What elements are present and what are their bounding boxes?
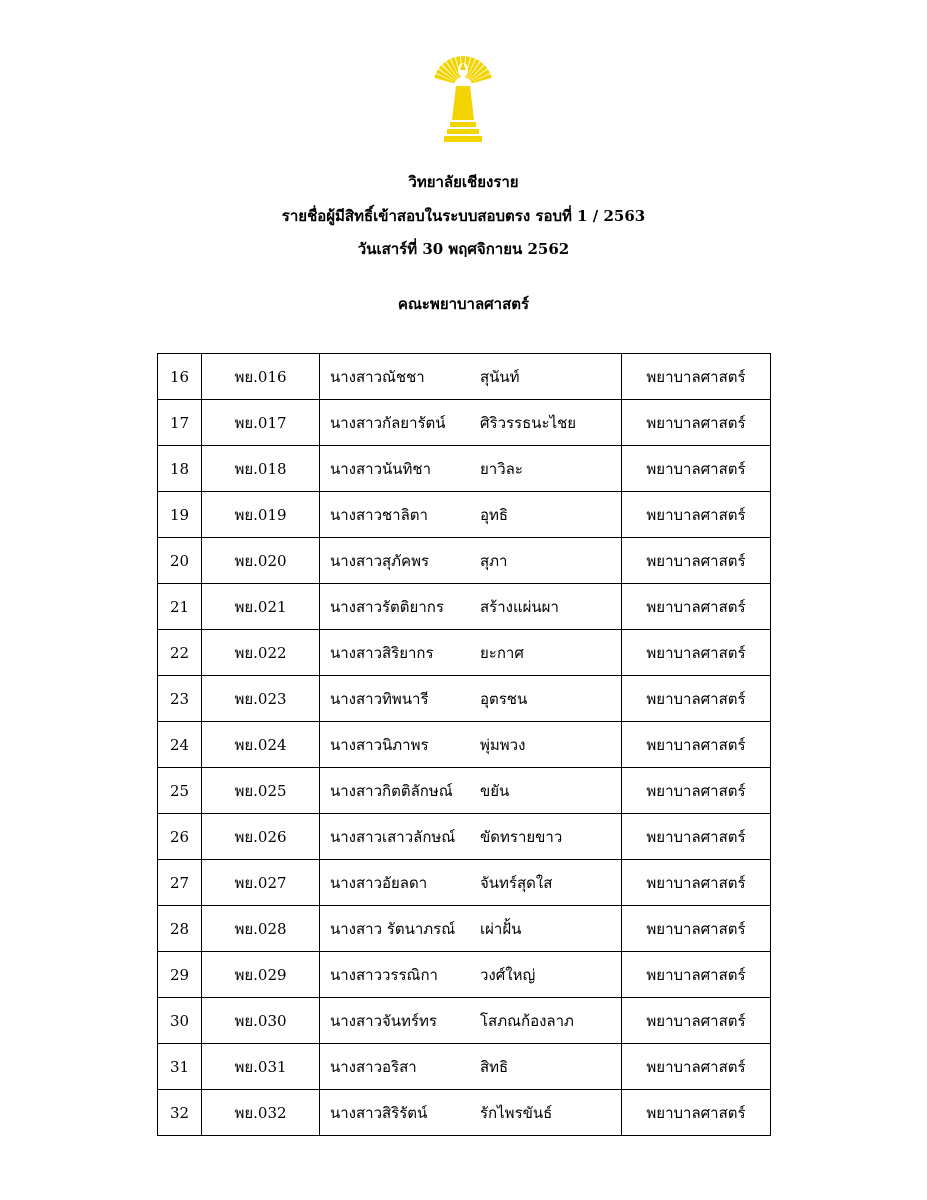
table-row — [158, 538, 771, 584]
applicant-name — [320, 998, 622, 1044]
table-row — [158, 630, 771, 676]
applicant-first-name: นางสาวกัลยารัตน์ — [330, 413, 446, 432]
table-row — [158, 860, 771, 906]
row-number: 24 — [158, 722, 202, 768]
applicant-name — [320, 1090, 622, 1136]
row-number: 29 — [158, 952, 202, 998]
row-number: 25 — [158, 768, 202, 814]
applicant-first-name: นางสาววรรณิกา — [330, 965, 438, 984]
applicant-last-name: สร้างแผ่นผา — [480, 597, 559, 616]
applicant-faculty: พยาบาลศาสตร์ — [622, 998, 771, 1044]
exam-date: วันเสาร์ที่ 30 พฤศจิกายน 2562 — [357, 240, 570, 258]
applicant-code: พย.028 — [202, 906, 320, 952]
applicant-first-name: นางสาวชาลิตา — [330, 505, 428, 524]
applicant-last-name: วงศ์ใหญ่ — [480, 965, 536, 984]
row-number: 19 — [158, 492, 202, 538]
applicant-last-name: สุนันท์ — [480, 367, 520, 386]
applicant-last-name: รักไพรขันธ์ — [480, 1103, 553, 1122]
applicant-name — [320, 446, 622, 492]
applicant-faculty: พยาบาลศาสตร์ — [622, 906, 771, 952]
applicant-code: พย.025 — [202, 768, 320, 814]
applicant-faculty: พยาบาลศาสตร์ — [622, 722, 771, 768]
table-row — [158, 1090, 771, 1136]
document-subtitle: รายชื่อผู้มีสิทธิ์เข้าสอบในระบบสอบตรง รอบที่ 1 / 2563 — [281, 207, 646, 225]
applicant-first-name: นางสาวสิริยากร — [330, 643, 434, 662]
applicant-code: พย.016 — [202, 354, 320, 400]
applicant-code: พย.017 — [202, 400, 320, 446]
applicant-first-name: นางสาวสิริรัตน์ — [330, 1103, 428, 1122]
applicant-code: พย.023 — [202, 676, 320, 722]
applicant-name — [320, 860, 622, 906]
applicant-last-name: จันทร์สุดใส — [480, 873, 553, 892]
applicant-code: พย.031 — [202, 1044, 320, 1090]
table-row — [158, 998, 771, 1044]
applicant-last-name: สิทธิ — [480, 1057, 509, 1076]
table-row — [158, 584, 771, 630]
applicant-name — [320, 354, 622, 400]
applicant-name — [320, 814, 622, 860]
applicant-faculty: พยาบาลศาสตร์ — [622, 538, 771, 584]
row-number: 30 — [158, 998, 202, 1044]
applicant-faculty: พยาบาลศาสตร์ — [622, 1090, 771, 1136]
applicant-faculty: พยาบาลศาสตร์ — [622, 1044, 771, 1090]
applicant-faculty: พยาบาลศาสตร์ — [622, 446, 771, 492]
applicant-code: พย.029 — [202, 952, 320, 998]
applicant-faculty: พยาบาลศาสตร์ — [622, 584, 771, 630]
row-number: 26 — [158, 814, 202, 860]
row-number: 16 — [158, 354, 202, 400]
applicant-table — [157, 353, 771, 1136]
row-number: 31 — [158, 1044, 202, 1090]
applicant-name — [320, 1044, 622, 1090]
applicant-last-name: ขยัน — [480, 781, 510, 800]
applicant-table-body — [158, 354, 771, 1136]
row-number: 32 — [158, 1090, 202, 1136]
row-number: 28 — [158, 906, 202, 952]
row-number: 17 — [158, 400, 202, 446]
applicant-first-name: นางสาวสุภัคพร — [330, 551, 430, 570]
row-number: 27 — [158, 860, 202, 906]
applicant-first-name: นางสาวกิตติลักษณ์ — [330, 781, 453, 800]
applicant-code: พย.027 — [202, 860, 320, 906]
applicant-name — [320, 492, 622, 538]
table-row — [158, 676, 771, 722]
institution-name: วิทยาลัยเชียงราย — [408, 173, 519, 191]
applicant-first-name: นางสาว รัตนาภรณ์ — [330, 919, 456, 938]
faculty-heading: คณะพยาบาลศาสตร์ — [397, 295, 530, 313]
table-row — [158, 814, 771, 860]
applicant-last-name: อุทธิ — [480, 505, 509, 524]
applicant-last-name: สุภา — [480, 551, 508, 570]
applicant-faculty: พยาบาลศาสตร์ — [622, 952, 771, 998]
applicant-code: พย.021 — [202, 584, 320, 630]
applicant-name — [320, 906, 622, 952]
applicant-name — [320, 630, 622, 676]
applicant-name — [320, 584, 622, 630]
applicant-name — [320, 768, 622, 814]
applicant-name — [320, 538, 622, 584]
applicant-first-name: นางสาวอัยลดา — [330, 873, 428, 892]
applicant-code: พย.032 — [202, 1090, 320, 1136]
row-number: 23 — [158, 676, 202, 722]
applicant-faculty: พยาบาลศาสตร์ — [622, 630, 771, 676]
applicant-first-name: นางสาวเสาวลักษณ์ — [330, 827, 456, 846]
applicant-first-name: นางสาวณัชชา — [330, 367, 425, 386]
applicant-last-name: เผ่าฝั้น — [480, 919, 522, 938]
row-number: 18 — [158, 446, 202, 492]
applicant-first-name: นางสาวทิพนารี — [330, 689, 429, 708]
applicant-last-name: โสภณก้องลาภ — [480, 1011, 574, 1030]
applicant-faculty: พยาบาลศาสตร์ — [622, 400, 771, 446]
applicant-code: พย.030 — [202, 998, 320, 1044]
applicant-code: พย.018 — [202, 446, 320, 492]
applicant-first-name: นางสาวจันทร์ทร — [330, 1011, 437, 1030]
applicant-code: พย.020 — [202, 538, 320, 584]
table-row — [158, 768, 771, 814]
row-number: 21 — [158, 584, 202, 630]
table-row — [158, 400, 771, 446]
table-row — [158, 446, 771, 492]
applicant-code: พย.019 — [202, 492, 320, 538]
table-row — [158, 952, 771, 998]
college-emblem-icon — [428, 50, 498, 150]
applicant-last-name: ยะกาศ — [480, 643, 524, 662]
applicant-first-name: นางสาวรัตติยากร — [330, 597, 444, 616]
applicant-name — [320, 676, 622, 722]
applicant-faculty: พยาบาลศาสตร์ — [622, 814, 771, 860]
row-number: 22 — [158, 630, 202, 676]
applicant-faculty: พยาบาลศาสตร์ — [622, 354, 771, 400]
applicant-code: พย.026 — [202, 814, 320, 860]
applicant-faculty: พยาบาลศาสตร์ — [622, 676, 771, 722]
applicant-first-name: นางสาวนิภาพร — [330, 735, 429, 754]
applicant-first-name: นางสาวนันทิชา — [330, 459, 432, 478]
applicant-first-name: นางสาวอริสา — [330, 1057, 417, 1076]
table-row — [158, 1044, 771, 1090]
applicant-last-name: ยาวิละ — [480, 459, 523, 478]
applicant-name — [320, 400, 622, 446]
table-row — [158, 906, 771, 952]
applicant-name — [320, 952, 622, 998]
table-row — [158, 492, 771, 538]
table-row — [158, 722, 771, 768]
row-number: 20 — [158, 538, 202, 584]
table-row — [158, 354, 771, 400]
applicant-last-name: ขัดทรายขาว — [480, 827, 563, 846]
applicant-faculty: พยาบาลศาสตร์ — [622, 860, 771, 906]
applicant-code: พย.024 — [202, 722, 320, 768]
applicant-last-name: พุ่มพวง — [480, 735, 526, 754]
applicant-name — [320, 722, 622, 768]
applicant-last-name: อุตรชน — [480, 689, 528, 708]
applicant-last-name: ศิริวรรธนะไชย — [480, 413, 577, 432]
applicant-code: พย.022 — [202, 630, 320, 676]
applicant-faculty: พยาบาลศาสตร์ — [622, 492, 771, 538]
applicant-faculty: พยาบาลศาสตร์ — [622, 768, 771, 814]
